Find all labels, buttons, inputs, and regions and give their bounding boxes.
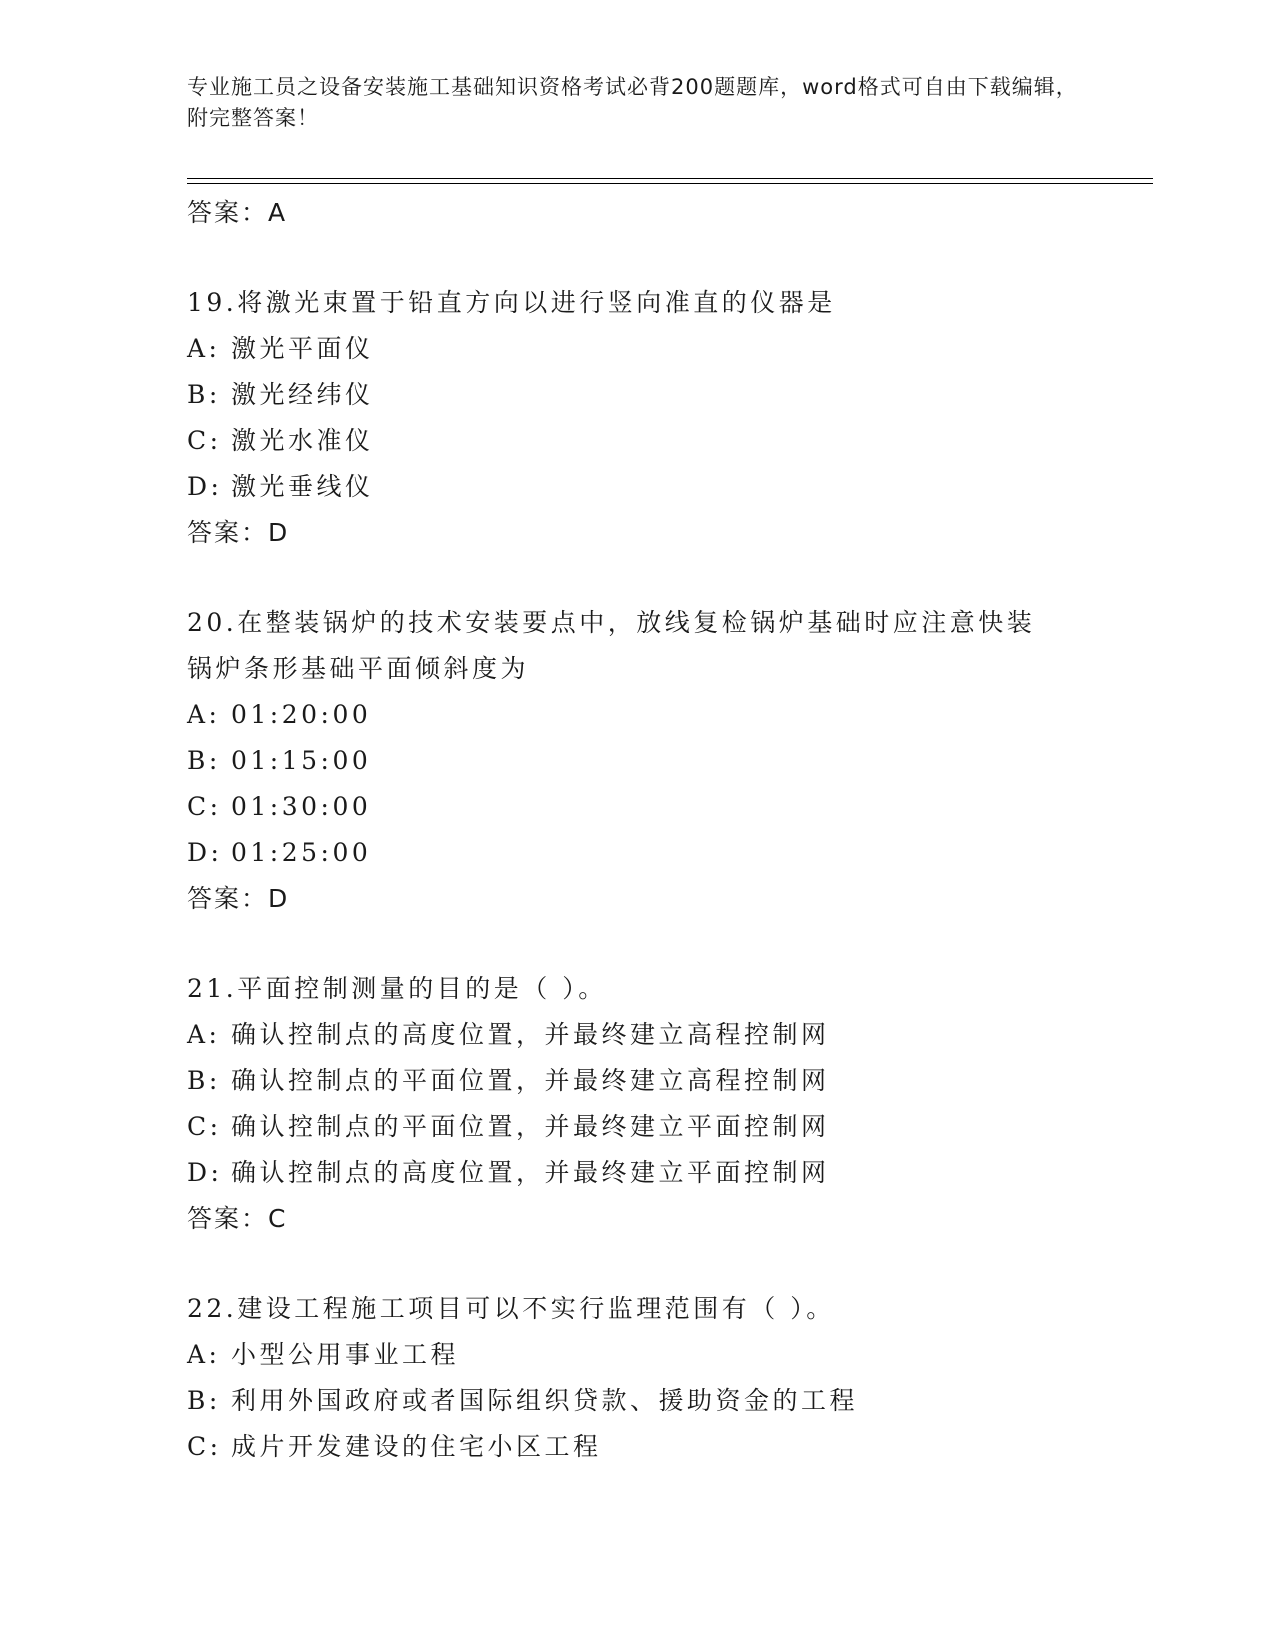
- option-c: [187, 1424, 1153, 1470]
- question-19: [187, 280, 1153, 556]
- option-text: 激光经纬仪: [231, 380, 374, 409]
- question-stem: 20.在整装锅炉的技术安装要点中，放线复检锅炉基础时应注意快装锅炉条形基础平面倾斜度为: [187, 608, 1036, 683]
- option-key: D:: [187, 472, 223, 501]
- option-text: 利用外国政府或者国际组织贷款、援助资金的工程: [231, 1386, 859, 1415]
- option-b: [187, 1058, 1153, 1104]
- option-key: A:: [187, 700, 221, 729]
- option-text: 激光垂线仪: [231, 472, 374, 501]
- option-key: C:: [187, 1112, 222, 1141]
- option-b: [187, 1378, 1153, 1424]
- option-key: B:: [187, 746, 221, 775]
- option-key: D:: [187, 1158, 223, 1187]
- option-c: [187, 418, 1153, 464]
- option-key: C:: [187, 792, 222, 821]
- option-a: [187, 1012, 1153, 1058]
- option-key: D:: [187, 838, 223, 867]
- option-text: 确认控制点的平面位置，并最终建立平面控制网: [231, 1112, 830, 1141]
- option-key: B:: [187, 380, 221, 409]
- option-a: [187, 326, 1153, 372]
- answer-line: 答案：D: [187, 518, 290, 547]
- option-key: A:: [187, 1020, 221, 1049]
- option-text: 确认控制点的高度位置，并最终建立高程控制网: [231, 1020, 830, 1049]
- option-c: [187, 1104, 1153, 1150]
- option-key: A:: [187, 334, 221, 363]
- option-d: [187, 1150, 1153, 1196]
- option-text: 01:30:00: [231, 792, 372, 821]
- option-text: 01:25:00: [231, 838, 372, 867]
- option-key: C:: [187, 426, 222, 455]
- question-20: [187, 600, 1153, 922]
- page-header: 专业施工员之设备安装施工基础知识资格考试必背200题题库，word格式可自由下载编辑，附完整答案！: [187, 75, 1078, 130]
- option-text: 成片开发建设的住宅小区工程: [231, 1432, 602, 1461]
- option-d: [187, 464, 1153, 510]
- question-stem: 22.建设工程施工项目可以不实行监理范围有（ ）。: [187, 1294, 835, 1323]
- option-key: C:: [187, 1432, 222, 1461]
- answer-line: 答案：D: [187, 884, 290, 913]
- option-text: 确认控制点的高度位置，并最终建立平面控制网: [231, 1158, 830, 1187]
- option-text: 激光水准仪: [231, 426, 374, 455]
- option-b: [187, 738, 1153, 784]
- option-c: [187, 784, 1153, 830]
- option-text: 激光平面仪: [231, 334, 374, 363]
- option-text: 确认控制点的平面位置，并最终建立高程控制网: [231, 1066, 830, 1095]
- option-d: [187, 830, 1153, 876]
- option-key: B:: [187, 1066, 221, 1095]
- answer-line: 答案：C: [187, 1204, 288, 1233]
- option-text: 01:15:00: [231, 746, 372, 775]
- document-body: [187, 190, 1153, 1470]
- question-stem: 21.平面控制测量的目的是（ ）。: [187, 974, 607, 1003]
- option-key: B:: [187, 1386, 221, 1415]
- option-text: 01:20:00: [231, 700, 372, 729]
- option-a: [187, 692, 1153, 738]
- question-22: [187, 1286, 1153, 1470]
- option-b: [187, 372, 1153, 418]
- header-divider: [187, 178, 1153, 184]
- option-a: [187, 1332, 1153, 1378]
- option-key: A:: [187, 1340, 221, 1369]
- answer-line: 答案：A: [187, 198, 288, 227]
- question-stem: 19.将激光束置于铅直方向以进行竖向准直的仪器是: [187, 288, 836, 317]
- question-21: [187, 966, 1153, 1242]
- option-text: 小型公用事业工程: [231, 1340, 460, 1369]
